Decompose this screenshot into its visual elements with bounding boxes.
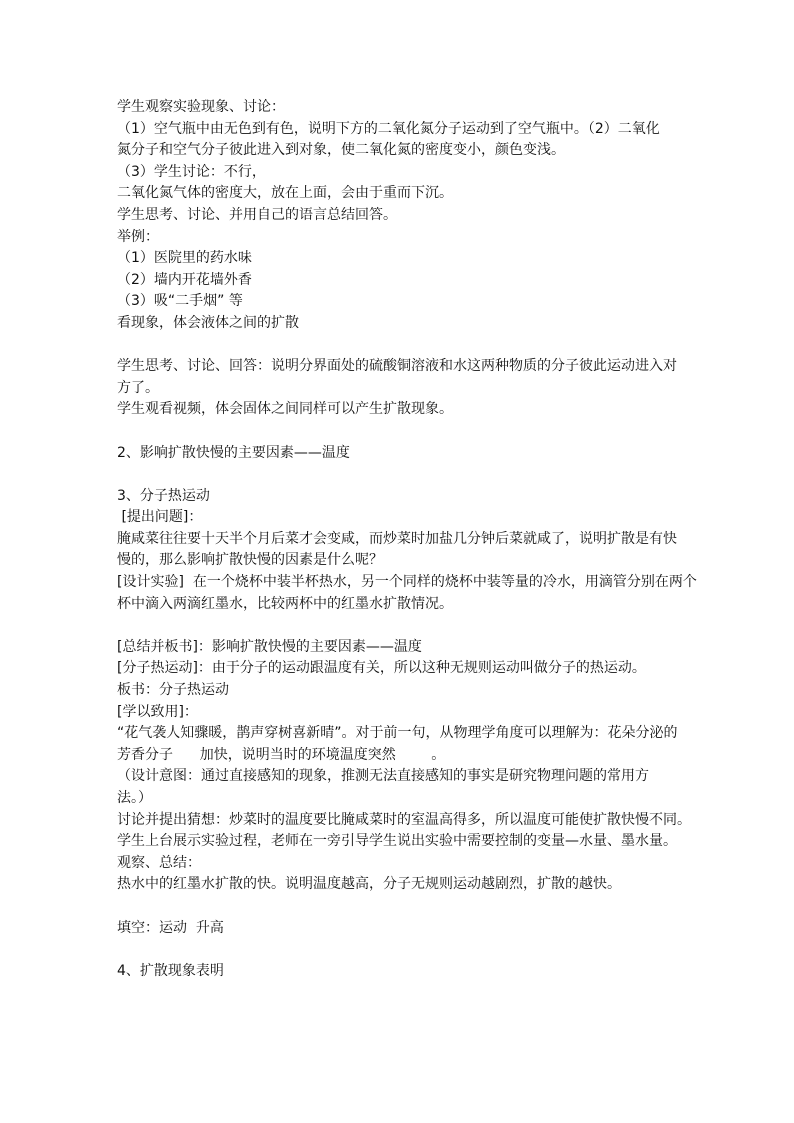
text-line: [分子热运动]：由于分子的运动跟温度有关，所以这种无规则运动叫做分子的热运动。 [117, 660, 646, 677]
text-line: 学生观察实验现象、讨论： [117, 99, 285, 115]
text-line: 学生观看视频，体会固体之间同样可以产生扩散现象。 [117, 401, 453, 418]
blank-line [117, 896, 687, 918]
text-line: 填空：运动 升高 [117, 919, 224, 936]
text-line: 二氧化氮气体的密度大，放在上面，会由于重而下沉。 [117, 185, 453, 202]
text-line: 4、扩散现象表明 [117, 962, 224, 979]
text-line: 方了。 [117, 379, 159, 396]
text-line: [学以致用]： [117, 703, 198, 720]
text-line: [设计实验] 在一个烧杯中装半杯热水，另一个同样的烧杯中装等量的冷水，用滴管分别在两个 [117, 574, 697, 591]
text-line: [提出问题]： [117, 509, 203, 526]
text-line: 杯中滴入两滴红墨水，比较两杯中的红墨水扩散情况。 [117, 595, 453, 612]
text-line: 举例： [117, 228, 159, 245]
blank-line [117, 421, 687, 443]
text-line: 板书：分子热运动 [117, 682, 229, 699]
text-line: [总结并板书]：影响扩散快慢的主要因素——温度 [117, 638, 422, 655]
text-line: （设计意图：通过直接感知的现象，推测无法直接感知的事实是研究物理问题的常用方 [117, 768, 649, 785]
document-body [117, 97, 697, 982]
text-line: （1）医院里的药水味 [117, 250, 252, 267]
text-line: 氮分子和空气分子彼此进入到对象，使二氧化氮的密度变小，颜色变浅。 [117, 142, 565, 159]
text-line: 腌咸菜往往要十天半个月后菜才会变咸，而炒菜时加盐几分钟后菜就咸了，说明扩散是有快 [117, 530, 677, 547]
text-line: 热水中的红墨水扩散的快。说明温度越高，分子无规则运动越剧烈，扩散的越快。 [117, 876, 621, 893]
text-line: 讨论并提出猜想：炒菜时的温度要比腌咸菜时的室温高得多，所以温度可能使扩散快慢不同。 [117, 811, 691, 828]
text-line: “花气袭人知骤暖，鹊声穿树喜新晴”。对于前一句，从物理学角度可以理解为：花朵分泌的 [117, 725, 678, 742]
text-line: 学生思考、讨论、回答：说明分界面处的硫酸铜溶液和水这两种物质的分子彼此运动进入对 [117, 358, 677, 375]
text-line: 芳香分子 加快，说明当时的环境温度突然 。 [117, 746, 446, 763]
text-line: 法。） [117, 790, 152, 806]
text-line: （3）学生讨论：不行， [117, 163, 266, 180]
text-line: 学生上台展示实验过程，老师在一旁引导学生说出实验中需要控制的变量—水量、墨水量。 [117, 833, 677, 850]
blank-line [117, 939, 687, 961]
text-line: 慢的，那么影响扩散快慢的因素是什么呢？ [117, 552, 383, 569]
text-line: （3）吸“二手烟” 等 [117, 293, 243, 310]
blank-line [117, 335, 687, 357]
text-line: 学生思考、讨论、并用自己的语言总结回答。 [117, 206, 397, 223]
text-line: 3、分子热运动 [117, 487, 210, 504]
text-line: 2、影响扩散快慢的主要因素——温度 [117, 444, 350, 461]
blank-line [117, 464, 687, 486]
text-line: 看现象，体会液体之间的扩散 [117, 314, 299, 331]
text-line: 观察、总结： [117, 854, 201, 871]
blank-line [117, 615, 687, 637]
text-line: （1）空气瓶中由无色到有色，说明下方的二氧化氮分子运动到了空气瓶中。（2）二氧化 [117, 120, 660, 137]
text-line: （2）墙内开花墙外香 [117, 271, 252, 288]
